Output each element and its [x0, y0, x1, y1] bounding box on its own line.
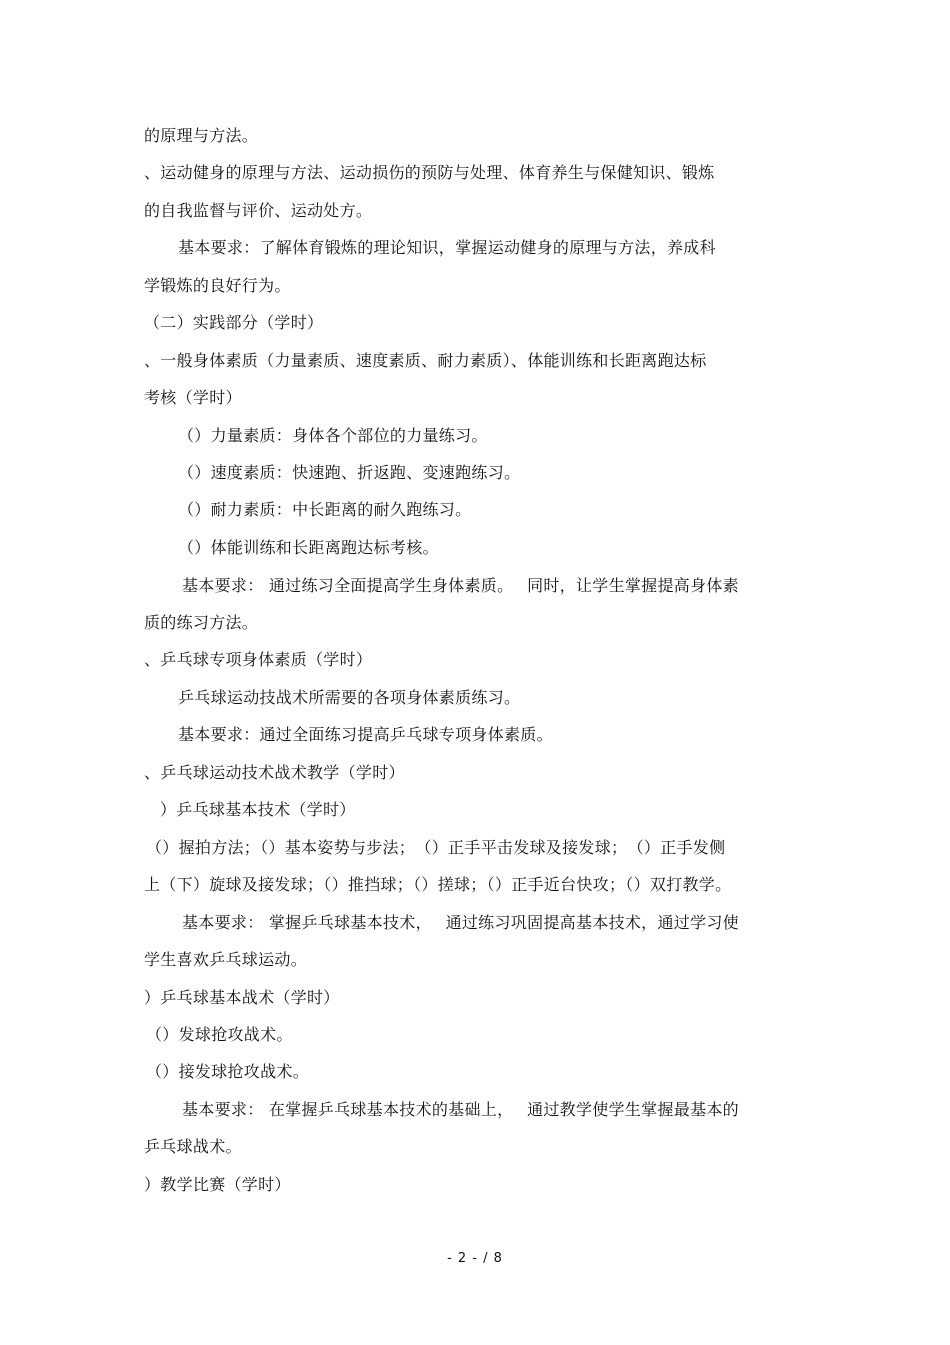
text-line: ）乒乓球基本技术（学时） [160, 800, 356, 819]
text-line: 的原理与方法。 [144, 126, 259, 145]
text-line: 、运动健身的原理与方法、运动损伤的预防与处理、体育养生与保健知识、锻炼 [144, 163, 715, 182]
text-line: 乒乓球战术。 [144, 1137, 242, 1156]
page-number: - 2 - / 8 [447, 1251, 503, 1266]
text-line: 基本要求： 掌握乒乓球基本技术， 通过练习巩固提高基本技术，通过学习使 [182, 913, 739, 932]
section-heading: （二）实践部分（学时） [144, 313, 324, 332]
text-line: （）握拍方法；（）基本姿势与步法； （）正手平击发球及接发球； （）正手发侧 [146, 838, 726, 857]
text-line: 上（下）旋球及接发球；（）推挡球；（）搓球；（）正手近台快攻；（）双打教学。 [144, 875, 732, 894]
text-line: 乒乓球运动技战术所需要的各项身体素质练习。 [178, 688, 521, 707]
text-line: 的自我监督与评价、运动处方。 [144, 201, 373, 220]
text-line: 基本要求： 通过练习全面提高学生身体素质。 同时，让学生掌握提高身体素 [182, 576, 739, 595]
text-line: ）乒乓球基本战术（学时） [144, 988, 340, 1007]
text-line: ）教学比赛（学时） [144, 1175, 291, 1194]
text-line: 基本要求：了解体育锻炼的理论知识，掌握运动健身的原理与方法，养成科 [178, 238, 716, 257]
text-line: 、乒乓球专项身体素质（学时） [144, 650, 373, 669]
text-line: 学生喜欢乒乓球运动。 [144, 950, 308, 969]
text-line: 质的练习方法。 [144, 613, 259, 632]
text-line: （）体能训练和长距离跑达标考核。 [178, 538, 439, 557]
text-line: （）耐力素质：中长距离的耐久跑练习。 [178, 500, 472, 519]
text-line: 基本要求： 在掌握乒乓球基本技术的基础上， 通过教学使学生掌握最基本的 [182, 1100, 739, 1119]
text-line: （）力量素质：身体各个部位的力量练习。 [178, 426, 488, 445]
text-line: 、乒乓球运动技术战术教学（学时） [144, 763, 405, 782]
text-line: 学锻炼的良好行为。 [144, 276, 291, 295]
text-line: （）速度素质：快速跑、折返跑、变速跑练习。 [178, 463, 521, 482]
text-line: （）接发球抢攻战术。 [146, 1062, 310, 1081]
text-line: （）发球抢攻战术。 [146, 1025, 293, 1044]
text-line: 基本要求：通过全面练习提高乒乓球专项身体素质。 [178, 725, 553, 744]
text-line: 考核（学时） [144, 388, 242, 407]
text-line: 、一般身体素质（力量素质、速度素质、耐力素质）、体能训练和长距离跑达标 [144, 351, 707, 370]
